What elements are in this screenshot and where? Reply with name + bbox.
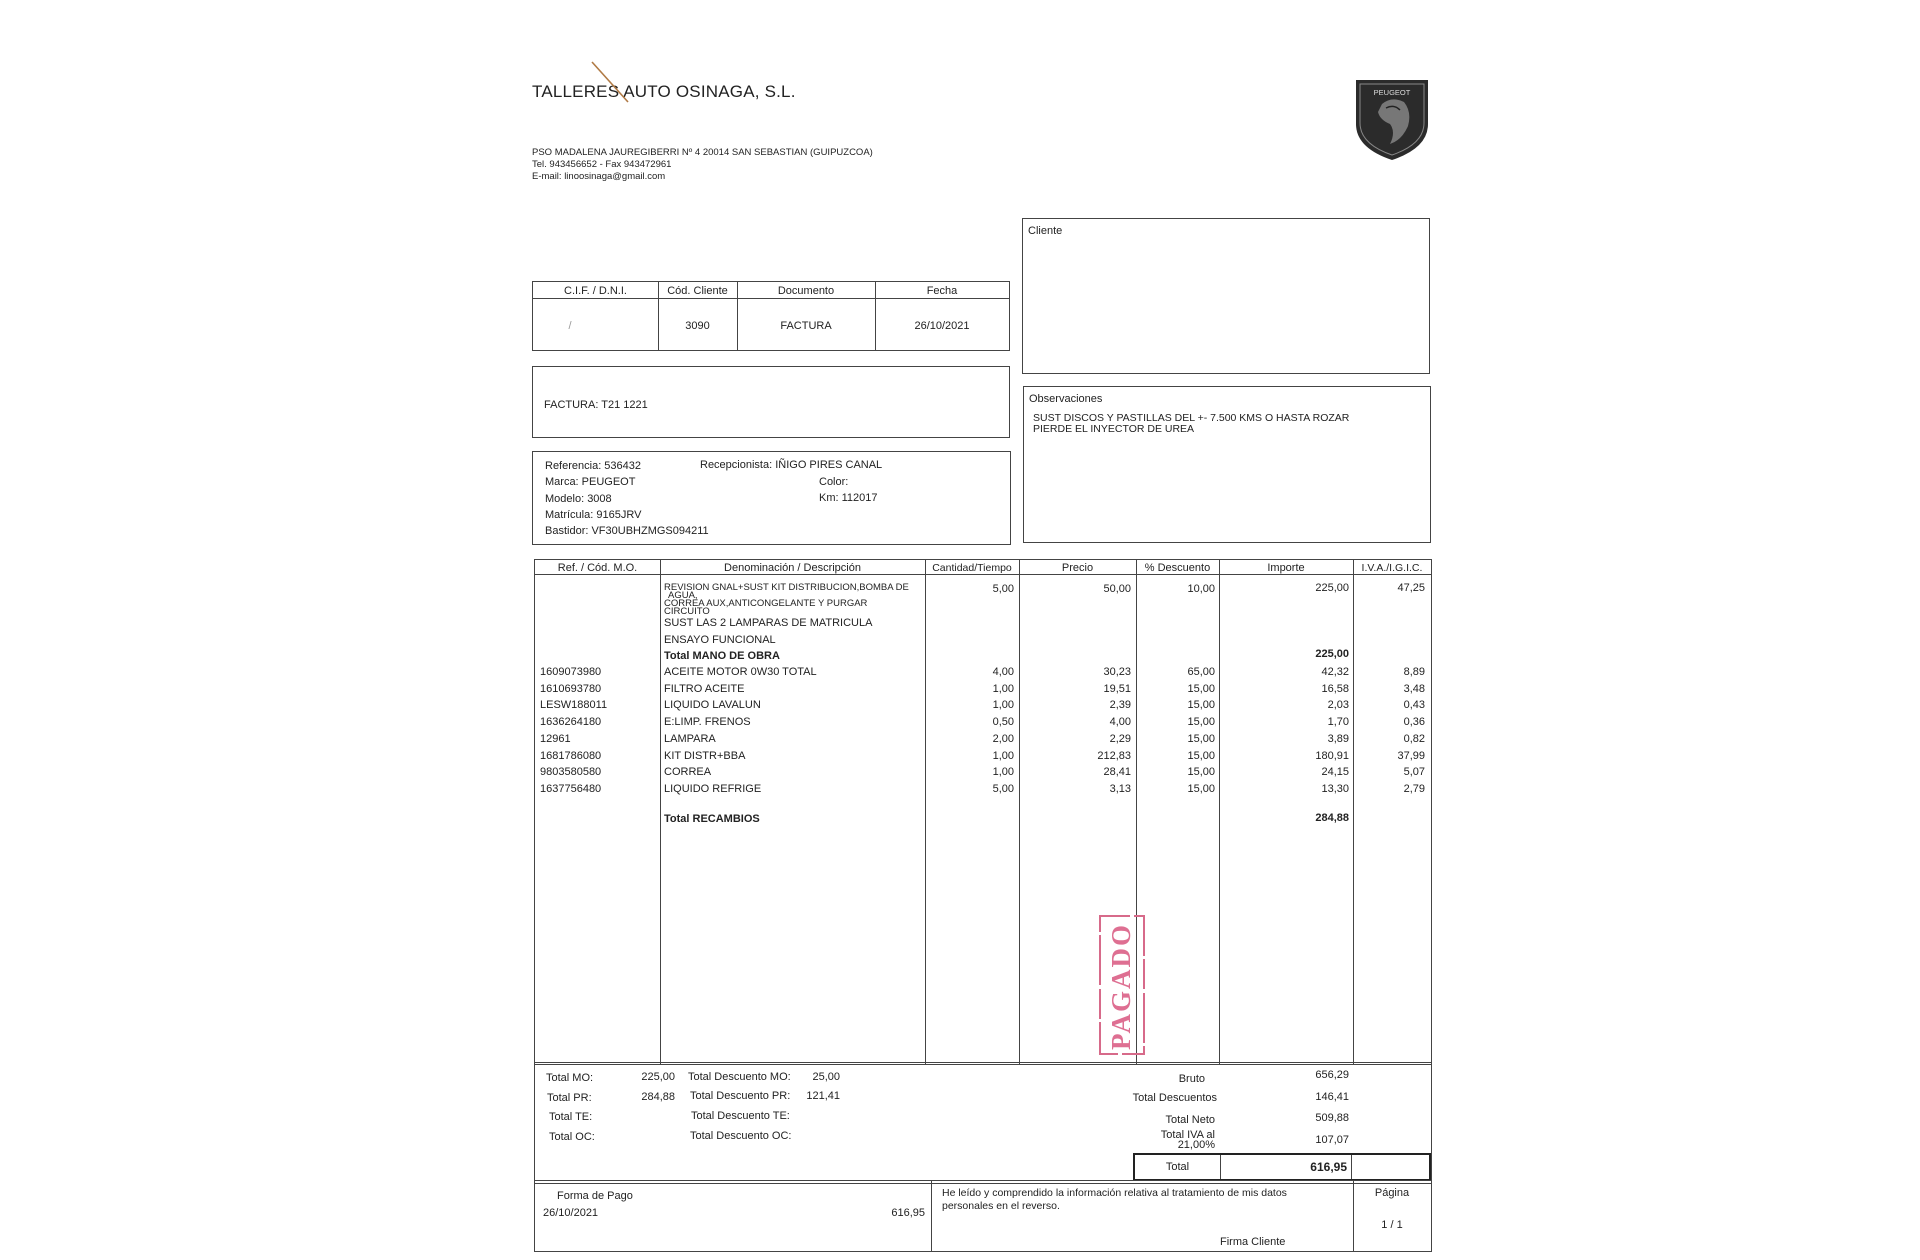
part-ref: LESW188011: [540, 699, 608, 712]
part-importe: 13,30: [1321, 782, 1349, 795]
pen-mark: [590, 60, 632, 104]
total-oc-label: Total OC:: [549, 1131, 595, 1143]
iva-label-1: Total IVA al: [1160, 1129, 1215, 1141]
cliente-box: [1022, 218, 1430, 374]
part-desc: E:LIMP. FRENOS: [664, 716, 751, 729]
part-qty: 1,00: [992, 766, 1014, 779]
part-importe: 180,91: [1315, 749, 1349, 762]
company-phone-fax: Tel. 943456652 - Fax 943472961: [532, 159, 672, 170]
total-desc-pr-label: Total Descuento PR:: [690, 1090, 791, 1102]
header-cif-value: /: [568, 320, 572, 332]
part-ref: 9803580580: [540, 766, 602, 779]
descuentos-label: Total Descuentos: [1132, 1092, 1217, 1104]
part-iva: 0,36: [1403, 716, 1425, 729]
part-ref: 1610693780: [540, 682, 602, 695]
total-te-label: Total TE:: [549, 1111, 593, 1123]
total-pr: 284,88: [641, 1091, 675, 1103]
part-importe: 3,89: [1327, 732, 1349, 745]
header-fecha-value: 26/10/2021: [914, 320, 970, 332]
part-price: 3,13: [1109, 782, 1131, 795]
part-iva: 0,82: [1403, 732, 1425, 745]
total-row-box: [1133, 1153, 1431, 1181]
header-cod-cliente-label: Cód. Cliente: [667, 285, 728, 297]
part-price: 4,00: [1109, 716, 1131, 729]
part-iva: 0,43: [1403, 699, 1425, 712]
vehicle-recepcionista: Recepcionista: IÑIGO PIRES CANAL: [700, 459, 883, 471]
part-qty: 1,00: [992, 749, 1014, 762]
col-qty-header: Cantidad/Tiempo: [932, 562, 1012, 574]
lines-table: [534, 559, 1432, 1065]
company-address: PSO MADALENA JAUREGIBERRI Nº 4 20014 SAN SEBASTIAN (GUIPUZCOA): [532, 147, 873, 158]
part-importe: 16,58: [1321, 682, 1349, 695]
part-desc: CORREA: [664, 766, 712, 779]
header-cod-cliente-value: 3090: [685, 320, 710, 332]
col-disc-header: % Descuento: [1144, 562, 1211, 574]
factura-box: [532, 366, 1010, 438]
observaciones-label: Observaciones: [1029, 393, 1103, 405]
parts-total: 284,88: [1315, 812, 1349, 824]
part-desc: KIT DISTR+BBA: [664, 749, 746, 762]
total-label: Total: [1165, 1161, 1190, 1173]
company-email: E-mail: linoosinaga@gmail.com: [532, 171, 666, 182]
part-ref: 12961: [540, 732, 571, 745]
total-mo: 225,00: [641, 1071, 675, 1083]
part-desc: LAMPARA: [664, 732, 716, 745]
part-disc: 15,00: [1187, 716, 1215, 729]
part-disc: 15,00: [1187, 732, 1215, 745]
pagina-value: 1 / 1: [1381, 1219, 1403, 1231]
neto: 509,88: [1315, 1112, 1349, 1124]
total-desc-mo-label: Total Descuento MO:: [688, 1071, 791, 1083]
part-ref: 1609073980: [540, 666, 602, 678]
observaciones-line2: PIERDE EL INYECTOR DE UREA: [1033, 423, 1195, 435]
labor-desc-line2: AGUA,: [668, 590, 698, 601]
pagado-stamp: [1098, 914, 1146, 1056]
part-disc: 15,00: [1187, 682, 1215, 695]
pagado-text: PAGADO: [1106, 923, 1136, 1050]
vehicle-km: Km: 112017: [819, 492, 878, 504]
total-pr-label: Total PR:: [547, 1092, 592, 1104]
part-desc: LIQUIDO LAVALUN: [664, 699, 761, 712]
descuentos: 146,41: [1315, 1091, 1349, 1103]
header-documento-label: Documento: [777, 285, 835, 297]
part-iva: 8,89: [1403, 666, 1425, 678]
firma-cliente: Firma Cliente: [1220, 1236, 1286, 1248]
pagina-label: Página: [1374, 1187, 1410, 1199]
labor-desc-line5: SUST LAS 2 LAMPARAS DE MATRICULA: [664, 617, 873, 629]
part-importe: 1,70: [1327, 716, 1349, 729]
part-iva: 3,48: [1403, 682, 1425, 695]
col-iva-header: I.V.A./I.G.I.C.: [1361, 562, 1423, 574]
neto-label: Total Neto: [1165, 1114, 1215, 1126]
logo-text: PEUGEOT: [1373, 88, 1411, 97]
part-disc: 15,00: [1187, 782, 1215, 795]
part-price: 212,83: [1097, 749, 1131, 762]
part-price: 2,29: [1109, 732, 1131, 745]
total-mo-label: Total MO:: [546, 1072, 594, 1084]
labor-desc-line3: CORREA AUX,ANTICONGELANTE Y PURGAR: [664, 598, 868, 609]
forma-pago-importe: 616,95: [891, 1207, 925, 1219]
header-cif-label: C.I.F. / D.N.I.: [564, 285, 627, 297]
grand-total: 616,95: [1310, 1160, 1347, 1174]
iva-total: 107,07: [1315, 1134, 1349, 1146]
vehicle-marca: Marca: PEUGEOT: [545, 476, 636, 488]
vehicle-bastidor: Bastidor: VF30UBHZMGS094211: [545, 525, 709, 537]
part-qty: 2,00: [992, 732, 1014, 745]
legal-text-1: He leído y comprendido la información relativa al tratamiento de mis datos: [942, 1187, 1287, 1199]
forma-pago-fecha: 26/10/2021: [543, 1207, 599, 1219]
part-importe: 24,15: [1321, 766, 1349, 779]
part-importe: 2,03: [1327, 699, 1349, 712]
part-disc: 15,00: [1187, 749, 1215, 762]
part-price: 28,41: [1103, 766, 1131, 779]
parts-total-label: Total RECAMBIOS: [664, 813, 760, 825]
part-disc: 65,00: [1187, 666, 1215, 678]
col-ref-header: Ref. / Cód. M.O.: [557, 562, 638, 574]
part-qty: 4,00: [992, 666, 1014, 678]
legal-text-2: personales en el reverso.: [942, 1200, 1060, 1212]
labor-importe: 225,00: [1315, 582, 1349, 594]
totals-box: [534, 1062, 1432, 1184]
vehicle-modelo: Modelo: 3008: [545, 493, 612, 505]
part-ref: 1636264180: [540, 716, 602, 729]
iva-label-2: 21,00%: [1177, 1139, 1215, 1151]
part-price: 19,51: [1103, 682, 1131, 695]
col-price-header: Precio: [1061, 562, 1094, 574]
labor-qty: 5,00: [992, 583, 1014, 595]
labor-price: 50,00: [1103, 583, 1131, 595]
part-iva: 5,07: [1403, 766, 1425, 779]
total-desc-oc-label: Total Descuento OC:: [690, 1130, 792, 1142]
part-disc: 15,00: [1187, 766, 1215, 779]
vehicle-box: [532, 451, 1011, 545]
part-ref: 1637756480: [540, 782, 602, 795]
part-desc: ACEITE MOTOR 0W30 TOTAL: [664, 666, 817, 678]
total-desc-pr: 121,41: [806, 1090, 840, 1102]
header-fecha-label: Fecha: [926, 285, 958, 297]
col-desc-header: Denominación / Descripción: [724, 562, 861, 574]
header-documento-value: FACTURA: [780, 320, 832, 332]
part-ref: 1681786080: [540, 749, 602, 762]
part-importe: 42,32: [1321, 666, 1349, 678]
bruto-label: Bruto: [1178, 1073, 1205, 1085]
company-name: TALLERES AUTO OSINAGA, S.L.: [532, 82, 796, 101]
labor-disc: 10,00: [1187, 583, 1215, 595]
vehicle-referencia: Referencia: 536432: [545, 460, 642, 472]
peugeot-logo: [1352, 76, 1432, 162]
footer-box: [534, 1180, 1432, 1252]
labor-total-label: Total MANO DE OBRA: [664, 650, 780, 662]
labor-desc-line4: CIRCUITO: [664, 606, 710, 617]
part-iva: 37,99: [1397, 749, 1425, 762]
forma-pago-label: Forma de Pago: [557, 1190, 633, 1202]
labor-desc-line6: ENSAYO FUNCIONAL: [664, 634, 776, 646]
vehicle-color: Color:: [819, 476, 849, 488]
part-price: 30,23: [1103, 666, 1131, 678]
part-qty: 1,00: [992, 699, 1014, 712]
part-disc: 15,00: [1187, 699, 1215, 712]
factura-number: FACTURA: T21 1221: [544, 399, 648, 411]
part-qty: 1,00: [992, 682, 1014, 695]
labor-iva: 47,25: [1397, 582, 1425, 594]
total-desc-mo: 25,00: [812, 1071, 840, 1083]
part-desc: LIQUIDO REFRIGE: [664, 782, 762, 795]
col-importe-header: Importe: [1267, 562, 1305, 574]
total-desc-te-label: Total Descuento TE:: [691, 1110, 790, 1122]
part-qty: 5,00: [992, 782, 1014, 795]
part-price: 2,39: [1109, 699, 1131, 712]
header-table: [532, 281, 1010, 351]
bruto: 656,29: [1315, 1069, 1349, 1081]
labor-desc-line1: REVISION GNAL+SUST KIT DISTRIBUCION,BOMBA DE: [664, 582, 909, 593]
part-iva: 2,79: [1403, 782, 1425, 795]
part-desc: FILTRO ACEITE: [664, 682, 745, 695]
observaciones-line1: SUST DISCOS Y PASTILLAS DEL +- 7.500 KMS O HASTA ROZAR: [1033, 412, 1350, 424]
vehicle-matricula: Matrícula: 9165JRV: [545, 509, 642, 521]
part-qty: 0,50: [992, 716, 1014, 729]
observaciones-box: [1023, 386, 1431, 543]
cliente-label: Cliente: [1028, 225, 1063, 237]
labor-total: 225,00: [1315, 648, 1349, 660]
